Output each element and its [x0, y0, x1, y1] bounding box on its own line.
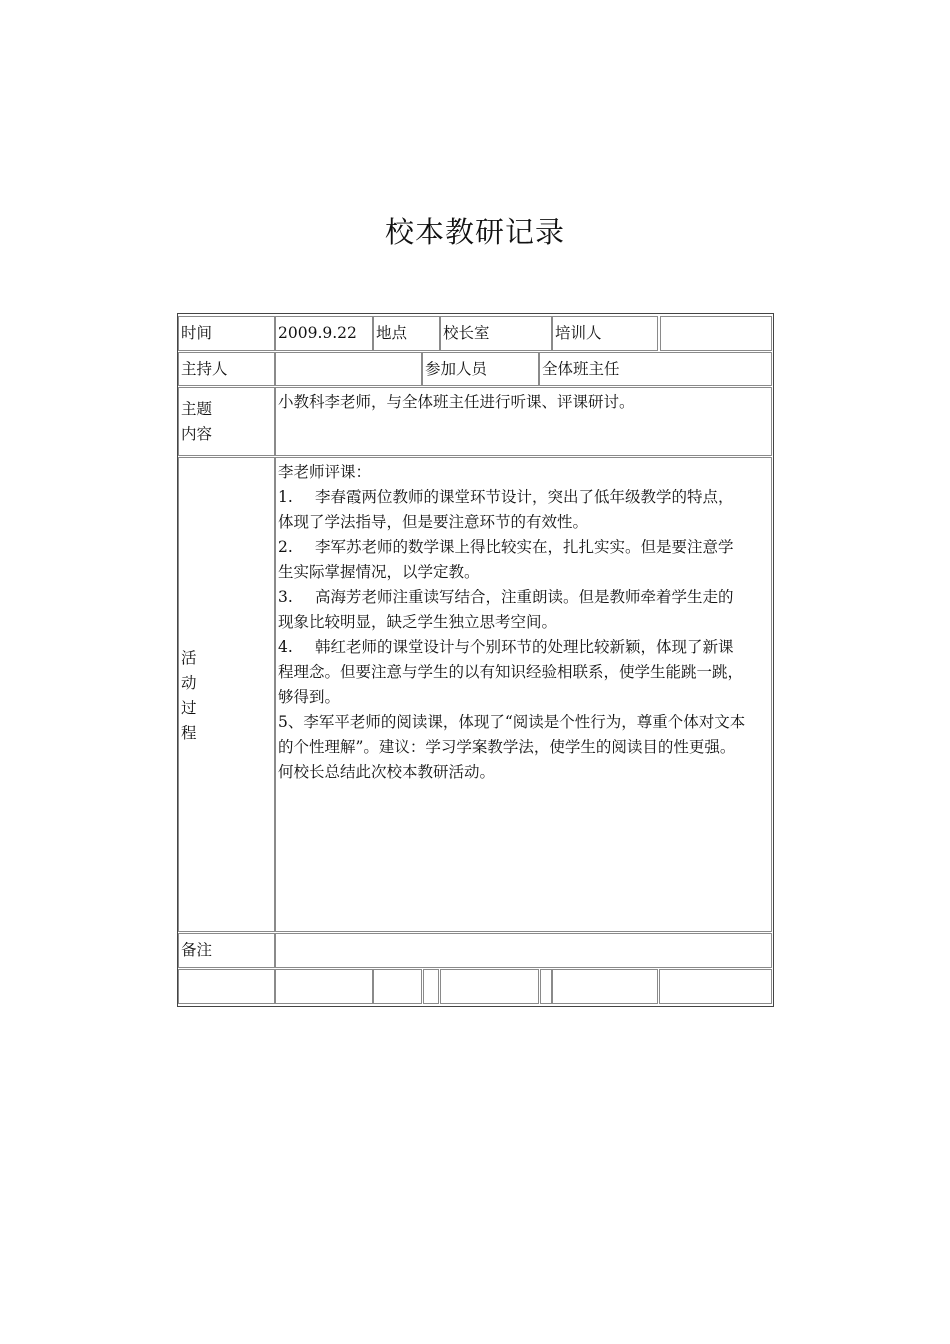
activity-item-3-line1: 3. 高海芳老师注重读写结合，注重朗读。但是教师牵着学生走的	[278, 585, 769, 610]
host-label: 主持人	[181, 359, 228, 378]
time-value-cell	[275, 316, 373, 351]
activity-label-char-1: 活	[181, 649, 197, 667]
activity-item-4-line3: 够得到。	[278, 688, 341, 706]
document-title: 校本教研记录	[384, 215, 565, 249]
item-number: 3.	[278, 588, 293, 606]
empty-cell	[440, 969, 539, 1004]
host-label-cell	[178, 352, 275, 386]
activity-label-char-3: 过	[181, 699, 197, 717]
place-label: 地点	[376, 324, 408, 342]
place-value: 校长室	[443, 324, 490, 342]
topic-label-line1: 主题	[181, 400, 213, 418]
item-number: 4.	[278, 638, 293, 656]
remark-label: 备注	[181, 941, 213, 959]
activity-label-char-2: 动	[181, 674, 197, 692]
empty-cell	[373, 969, 422, 1004]
time-label: 时间	[181, 324, 213, 342]
activity-item-1-line2: 体现了学法指导，但是要注意环节的有效性。	[278, 513, 589, 531]
item-number: 1.	[278, 488, 293, 506]
time-label-cell	[178, 316, 275, 351]
activity-closing: 何校长总结此次校本教研活动。	[278, 763, 496, 781]
activity-item-5-line1: 5、李军平老师的阅读课，体现了“阅读是个性行为，尊重个体对文本	[278, 713, 746, 731]
remark-label-cell	[178, 933, 275, 968]
activity-item-2-line1: 2. 李军苏老师的数学课上得比较实在，扎扎实实。但是要注意学	[278, 535, 769, 560]
activity-item-4-line2: 程理念。但要注意与学生的以有知识经验相联系，使学生能跳一跳，	[278, 663, 744, 681]
empty-cell	[540, 969, 552, 1004]
activity-item-2-line2: 生实际掌握情况，以学定教。	[278, 563, 480, 581]
empty-cell	[178, 969, 275, 1004]
remark-value-cell	[275, 933, 772, 968]
participants-value: 全体班主任	[542, 359, 620, 378]
activity-content-cell	[275, 457, 772, 932]
host-value-cell	[275, 352, 422, 386]
activity-item-5-line2: 的个性理解”。建议：学习学案教学法，使学生的阅读目的性更强。	[278, 738, 736, 756]
topic-value-cell	[275, 387, 772, 456]
topic-label-line2: 内容	[181, 425, 213, 443]
empty-cell	[275, 969, 373, 1004]
empty-cell	[552, 969, 658, 1004]
activity-label-char-4: 程	[181, 724, 197, 742]
empty-cell	[423, 969, 439, 1004]
participants-label-cell	[422, 352, 539, 386]
trainer-label: 培训人	[555, 324, 602, 342]
item-number: 2.	[278, 538, 293, 556]
activity-item-3-line2: 现象比较明显，缺乏学生独立思考空间。	[278, 613, 558, 631]
time-value: 2009.9.22	[278, 324, 357, 342]
trainer-label-cell	[552, 316, 658, 351]
activity-label-cell	[178, 457, 275, 932]
activity-item-1-line1: 1. 李春霞两位教师的课堂环节设计，突出了低年级教学的特点，	[278, 485, 769, 510]
topic-value: 小教科李老师，与全体班主任进行听课、评课研讨。	[278, 393, 635, 411]
participants-value-cell	[539, 352, 772, 386]
topic-label-cell	[178, 387, 275, 456]
participants-label: 参加人员	[425, 359, 488, 378]
place-value-cell	[440, 316, 552, 351]
empty-cell	[659, 969, 772, 1004]
activity-intro: 李老师评课：	[278, 463, 372, 481]
trainer-value-cell	[660, 316, 772, 351]
place-label-cell	[373, 316, 440, 351]
activity-item-4-line1: 4. 韩红老师的课堂设计与个别环节的处理比较新颖，体现了新课	[278, 635, 769, 660]
